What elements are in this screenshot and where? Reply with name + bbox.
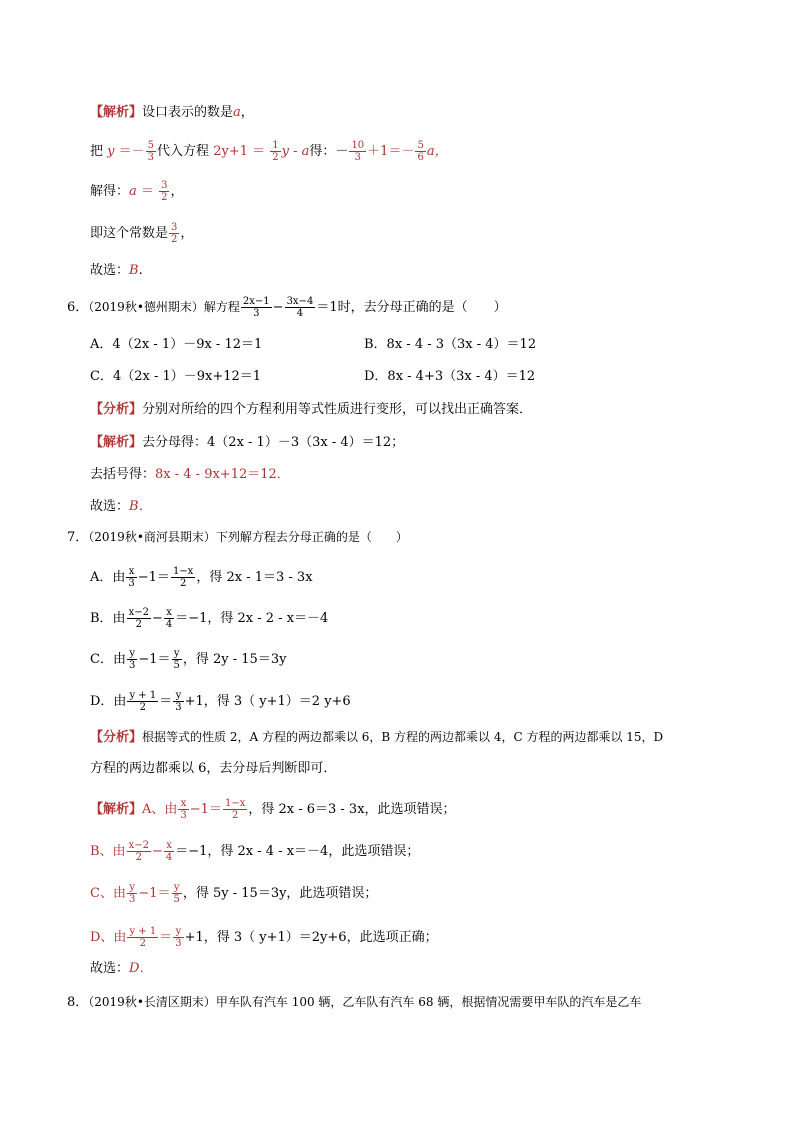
q7-fenxi1-text: 根据等式的性质 2，A 方程的两边都乘以 6，B 方程的两边都乘以 4，C 方程的两边都乘以 15，D (142, 730, 664, 744)
q6-jiexi-1 (90, 434, 404, 452)
q7-a-f2-den: 2 (179, 578, 187, 589)
q7-jb-frac1 (127, 840, 151, 863)
q7-c-f1-num: y (127, 648, 137, 660)
q6-f1-num: 2x−1 (242, 296, 270, 307)
q7-gx-label: 故选： (90, 961, 130, 976)
q7-fenxi-2: 方程的两边都乘以 6，去分母后判断即可． (90, 761, 337, 776)
s1-l2-f1-num: 5 (147, 140, 155, 151)
q7-a-f2-num: 1−x (172, 566, 194, 577)
s1-l2-mid: 代入方程 (157, 144, 210, 159)
q7-jiexi-d (90, 926, 438, 949)
q7-b-frac1 (127, 607, 151, 630)
s1-line1 (90, 104, 254, 122)
q7-jb-frac2 (164, 840, 174, 863)
q7-a-f1-num: x (126, 566, 136, 578)
s1-l2-tail: a， (426, 144, 448, 159)
q7-c-f2-den: 5 (173, 660, 180, 671)
q7-b-f1-num: x−2 (128, 607, 149, 618)
q7-b-pre: B．由 (90, 611, 126, 626)
s1-l4-f-num: 3 (171, 222, 178, 233)
q7-jb-f1-den: 2 (135, 852, 142, 863)
q7-jc-frac2 (172, 882, 182, 905)
q6-gx-label: 故选： (90, 499, 130, 514)
s1-l2-frac4 (415, 140, 425, 163)
s1-l2-f4-den: 6 (417, 152, 424, 163)
s1-l5-end: . (138, 263, 143, 278)
q6-jx2-label: 去括号得： (90, 467, 156, 482)
q7-ja-frac1 (178, 798, 188, 821)
q8-num: 8． (67, 995, 89, 1010)
q6-option-b[interactable]: B．8x - 4 - 3（3x - 4）＝12 (364, 337, 537, 352)
q7-jb-f1-num: x−2 (128, 840, 149, 851)
s1-l3-frac (159, 180, 169, 203)
q7-jd-pre: D、由 (90, 930, 127, 945)
s1-l2-lhs: 2y+1 (213, 144, 248, 159)
q7-jb-m: − (151, 844, 163, 859)
q7-a-pre: A．由 (90, 570, 126, 585)
q7-fenxi-1 (90, 728, 663, 747)
q7-jb-pre: B、由 (90, 844, 126, 859)
q6-option-d[interactable]: D．8x - 4+3（3x - 4）＝12 (364, 369, 536, 384)
s1-l2-y: y (107, 144, 115, 159)
s1-l2-frac1 (146, 140, 156, 163)
q7-d-f1-den: 2 (139, 702, 146, 713)
q7-a-f1-den: 3 (128, 578, 135, 589)
q6-jx1-label: 去分母得： (142, 435, 208, 450)
q7-jd-m: ＝ (159, 930, 173, 945)
q7-d-pre: D．由 (90, 694, 127, 709)
q6-option-a[interactable]: A．4（2x - 1）－9x - 12＝1 (90, 337, 263, 352)
s1-l5-label: 故选： (90, 263, 130, 278)
q6-fenxi (90, 401, 532, 419)
q7-jiexi-c (90, 882, 377, 905)
s1-line3 (90, 180, 183, 203)
q7-c-frac1 (127, 648, 137, 671)
s1-l3-end: ， (170, 184, 184, 199)
q7-a-m: −1＝ (137, 570, 170, 585)
q7-jc-res: ，得 5y - 15＝3y，此选项错误； (182, 886, 378, 901)
s1-l2-frac2 (270, 140, 280, 163)
s1-l2-eq: ＝－ (118, 144, 145, 159)
q6-jiexi-2 (90, 466, 290, 484)
q7-d-frac1 (127, 690, 158, 713)
q7-jd-frac1 (127, 926, 158, 949)
q7-d-m: ＝ (159, 694, 173, 709)
s1-l2-eq2: ＝ (252, 144, 266, 159)
s1-line5 (90, 262, 143, 280)
q7-a-frac1 (126, 566, 136, 589)
q6-f1-den: 3 (253, 308, 260, 319)
q7-ja-f1-den: 3 (180, 810, 187, 821)
q7-guxuan (90, 960, 152, 978)
s1-l4-text: 即这个常数是 (90, 226, 169, 241)
fenxi-tag: 【分析】 (90, 402, 143, 417)
q7-b-res: ＝−1，得 2x - 2 - x＝－4 (175, 611, 329, 626)
q7-jd-f1-den: 2 (139, 938, 146, 949)
q7-jb-f2-num: x (164, 840, 174, 852)
s1-l2-f2-den: 2 (272, 152, 279, 163)
s1-l2-f4-num: 5 (417, 140, 424, 151)
q6-num: 6． (67, 300, 89, 315)
q7-option-a[interactable] (90, 566, 313, 589)
q6-jx1-eq: 4（2x - 1）－3（3x - 4）＝12； (207, 435, 405, 450)
q7-jc-m: −1＝ (138, 886, 171, 901)
q7-option-b[interactable] (90, 607, 328, 630)
s1-l3-eq: ＝ (140, 184, 154, 199)
q6-guxuan (90, 498, 152, 516)
q7-jd-frac2 (173, 926, 183, 949)
s1-l2-f3-num: 10 (351, 140, 365, 151)
s1-l4-f-den: 2 (171, 234, 178, 245)
s1-l1-end: ， (240, 105, 254, 120)
q7-stem (67, 528, 408, 547)
q6-f2-den: 4 (296, 308, 304, 319)
q7-ja-f2-den: 2 (231, 810, 239, 821)
q7-d-res: +1，得 3（ y+1）＝2 y+6 (184, 694, 351, 709)
q7-num: 7． (67, 530, 89, 545)
q7-jiexi-a (90, 798, 456, 821)
q8-stem (67, 993, 641, 1012)
q7-b-m: − (151, 611, 163, 626)
s1-l2-plus: ＋1＝－ (367, 144, 415, 159)
s1-l3-f-num: 3 (161, 180, 168, 191)
q7-jd-f2-num: y (173, 926, 183, 938)
q7-ja-f1-num: x (178, 798, 188, 810)
q7-c-frac2 (172, 648, 182, 671)
s1-l1-text: 设口表示的数是 (142, 105, 234, 120)
q7-jc-pre: C、由 (90, 886, 126, 901)
q7-c-m: −1＝ (138, 652, 171, 667)
q6-frac2 (285, 296, 316, 319)
q7-option-d[interactable] (90, 690, 351, 713)
q7-option-c[interactable] (90, 648, 286, 671)
q7-ja-res: ，得 2x - 6＝3 - 3x，此选项错误； (248, 802, 456, 817)
q7-jiexi-b (90, 840, 419, 863)
q7-ja-frac2 (223, 798, 247, 821)
q7-jc-frac1 (127, 882, 137, 905)
q7-b-f1-den: 2 (135, 619, 142, 630)
q7-b-f2-num: x (164, 607, 174, 619)
q6-rest: ＝1时，去分母正确的是（ ） (316, 300, 507, 315)
s1-l2-f3-den: 3 (354, 152, 361, 163)
jiexi-tag: 【解析】 (90, 802, 143, 817)
fenxi-tag: 【分析】 (90, 730, 143, 745)
q7-d-f2-num: y (173, 690, 183, 702)
q7-ja-f2-num: 1−x (224, 798, 246, 809)
q7-b-f2-den: 4 (165, 619, 173, 630)
q7-b-frac2 (164, 607, 174, 630)
s1-l2-rhs: y - a (281, 144, 310, 159)
q7-d-f2-den: 3 (175, 702, 182, 713)
s1-l4-frac (169, 222, 179, 245)
q6-src: （2019秋•德州期末）解方程 (88, 300, 240, 314)
q7-ja-m: −1＝ (189, 802, 222, 817)
s1-l1-a: a (233, 105, 241, 120)
q7-c-f2-num: y (172, 648, 182, 660)
q6-stem (67, 296, 507, 319)
s1-l3-f-den: 2 (161, 192, 168, 203)
q6-option-c[interactable]: C．4（2x - 1）－9x+12＝1 (90, 369, 262, 384)
s1-l2-ba: 把 (90, 144, 104, 159)
s1-l2-frac3 (349, 140, 366, 163)
q7-gx-ans: D． (129, 961, 153, 976)
q6-minus: − (272, 300, 284, 315)
q7-jc-f2-den: 5 (173, 894, 180, 905)
q7-jd-res: +1，得 3（ y+1）＝2y+6，此选项正确； (184, 930, 438, 945)
q7-a-frac2 (171, 566, 195, 589)
q6-f2-num: 3x−4 (286, 296, 314, 307)
s1-l4-end: ， (180, 226, 194, 241)
s1-line2 (90, 140, 448, 163)
q7-c-res: ，得 2y - 15＝3y (182, 652, 287, 667)
q6-frac1 (241, 296, 272, 319)
q6-gx-ans: B． (129, 499, 152, 514)
s1-l2-f1-den: 3 (147, 152, 155, 163)
q7-jb-f2-den: 4 (165, 852, 173, 863)
q7-jc-f1-den: 3 (128, 894, 136, 905)
q6-fenxi-text: 分别对所给的四个方程利用等式性质进行变形，可以找出正确答案． (142, 402, 533, 417)
q7-c-pre: C．由 (90, 652, 126, 667)
q7-jd-f2-den: 3 (175, 938, 182, 949)
q7-ja-pre: A、由 (142, 802, 178, 817)
q7-jc-f2-num: y (172, 882, 182, 894)
q7-d-frac2 (173, 690, 183, 713)
q7-src: （2019秋•商河县期末）下列解方程去分母正确的是（ ） (88, 530, 408, 544)
jiexi-tag: 【解析】 (90, 105, 143, 120)
s1-l3-a: a (129, 184, 137, 199)
q7-jc-f1-num: y (127, 882, 137, 894)
s1-l5-ans: B (129, 263, 139, 278)
q7-jd-f1-num: y + 1 (129, 926, 157, 937)
q7-d-f1-num: y + 1 (129, 690, 157, 701)
q7-jb-res: ＝−1，得 2x - 4 - x＝－4，此选项错误； (175, 844, 420, 859)
s1-l2-f2-num: 1 (272, 140, 279, 151)
q7-c-f1-den: 3 (128, 660, 136, 671)
q6-jx2-eq: 8x - 4 - 9x+12＝12． (155, 467, 290, 482)
s1-line4 (90, 222, 193, 245)
jiexi-tag: 【解析】 (90, 435, 143, 450)
q8-text: （2019秋•长清区期末）甲车队有汽车 100 辆，乙车队有汽车 68 辆，根据情况需要甲车队的汽车是乙车 (88, 995, 642, 1009)
s1-l3-label: 解得： (90, 184, 130, 199)
q7-a-res: ，得 2x - 1＝3 - 3x (196, 570, 313, 585)
s1-l2-de: 得：－ (309, 144, 349, 159)
